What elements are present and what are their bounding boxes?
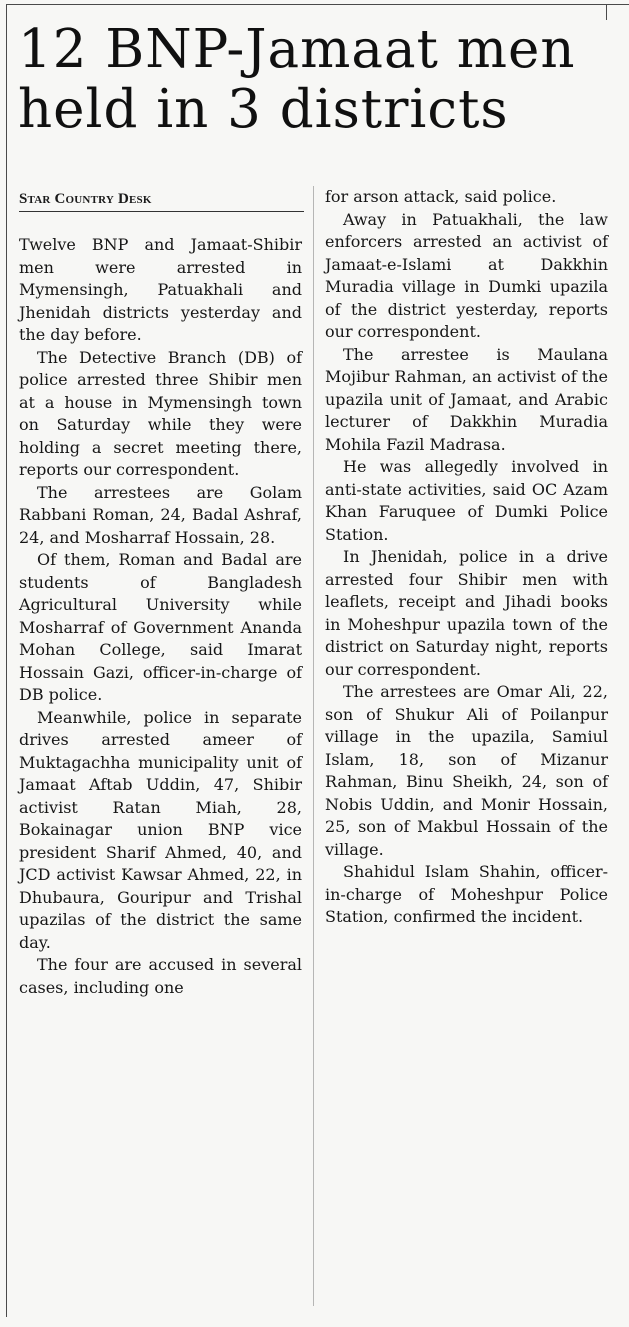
- article-column-left: [19, 234, 302, 999]
- headline-line-2: held in 3 districts: [18, 79, 509, 140]
- headline: [18, 20, 623, 140]
- paragraph: The arrestees are Omar Ali, 22, son of Shukur Ali of Poilanpur village in the upazila, Samiul Islam, 18, son of Mizanur Rahman, Binu Sheikh, 24, son of Nobis Uddin, and Monir Hossain, 25, son of Makbul Hossain of the village.: [325, 682, 608, 859]
- paragraph: Shahidul Islam Shahin, officer-in-charge of Moheshpur Police Station, confirmed the incident.: [325, 862, 608, 926]
- paragraph: Of them, Roman and Badal are students of Bangladesh Agricultural University while Mosharraf of Government Ananda Mohan College, said Imarat Hossain Gazi, officer-in-charge of DB police.: [19, 550, 302, 704]
- paragraph: Away in Patuakhali, the law enforcers arrested an activist of Jamaat-e-Islami at Dakkhin Muradia village in Dumki upazila of the district yesterday, reports our correspondent.: [325, 209, 608, 341]
- paragraph: Twelve BNP and Jamaat-Shibir men were arrested in Mymensingh, Patuakhali and Jhenidah districts yesterday and the day before.: [19, 235, 302, 344]
- paragraph: Meanwhile, police in separate drives arrested ameer of Muktagachha municipality unit of Jamaat Aftab Uddin, 47, Shibir activist Ratan Miah, 28, Bokainagar union BNP vice president Sharif Ahmed, 40, and JCD activist Kawsar Ahmed, 22, in Dhubaura, Gouripur and Trishal upazilas of the district the same day.: [19, 707, 302, 952]
- corner-tick-rule: [606, 4, 607, 20]
- paragraph: for arson attack, said police.: [325, 187, 557, 206]
- paragraph: The arrestees are Golam Rabbani Roman, 24, Badal Ashraf, 24, and Mosharraf Hossain, 28.: [19, 482, 302, 547]
- paragraph: The arrestee is Maulana Mojibur Rahman, an activist of the upazila unit of Jamaat, and Arabic lecturer of Dakkhin Muradia Mohila Fazil Madrasa.: [325, 344, 608, 454]
- headline-line-1: 12 BNP-Jamaat men: [18, 19, 576, 80]
- paragraph: In Jhenidah, police in a drive arrested four Shibir men with leaflets, receipt and Jihadi books in Moheshpur upazila town of the district on Saturday night, reports our correspondent.: [325, 547, 608, 679]
- paragraph: He was allegedly involved in anti-state activities, said OC Azam Khan Faruquee of Dumki Police Station.: [325, 457, 608, 544]
- byline: Star Country Desk: [19, 191, 152, 207]
- paragraph: The Detective Branch (DB) of police arrested three Shibir men at a house in Mymensingh town on Saturday while they were holding a secret meeting there, reports our correspondent.: [19, 347, 302, 479]
- article-column-right: [325, 186, 608, 929]
- byline-rule: [19, 211, 304, 212]
- column-divider: [313, 186, 314, 1306]
- paragraph: The four are accused in several cases, including one: [19, 955, 302, 997]
- top-border-rule: [6, 4, 629, 5]
- left-border-rule: [6, 4, 7, 1317]
